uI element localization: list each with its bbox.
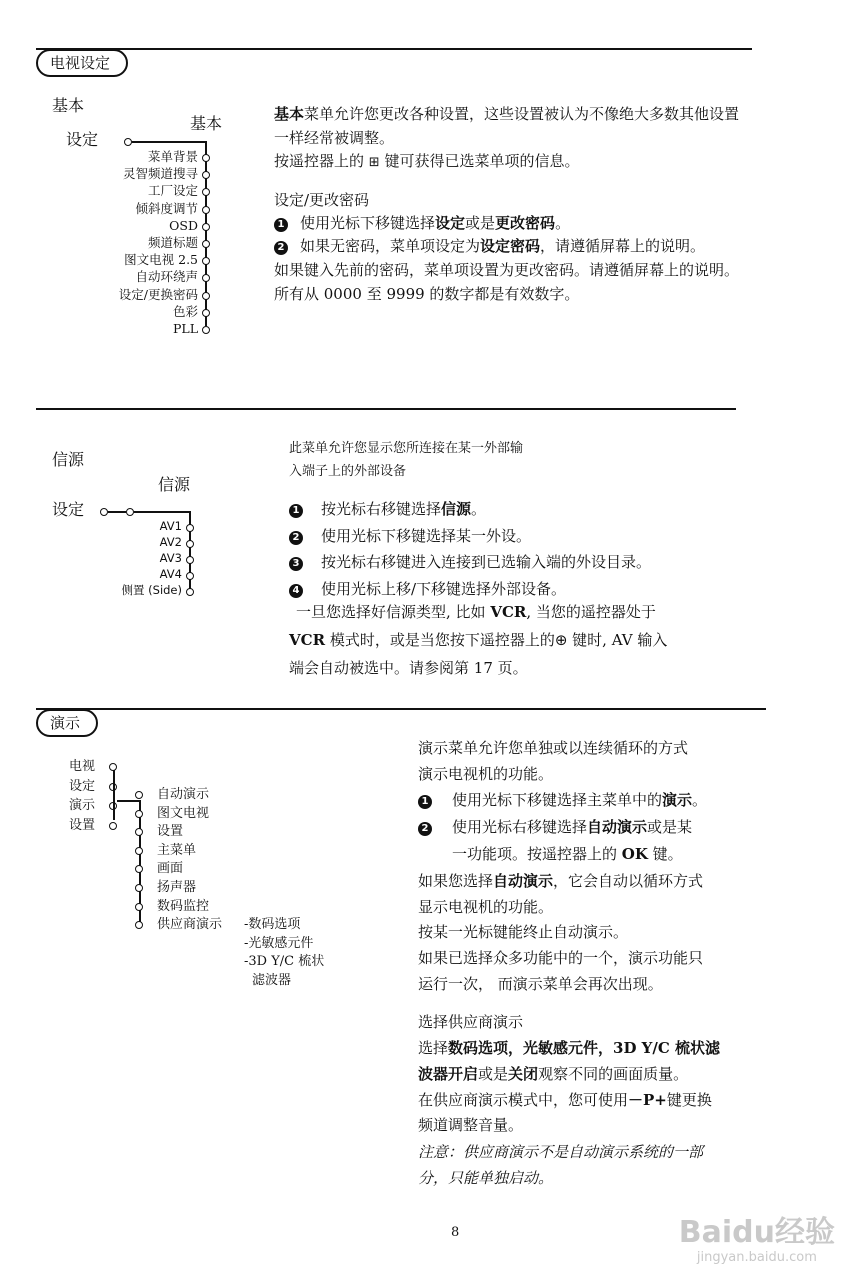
s3-step2-cont: 一功能项。按遥控器上的 xyxy=(452,845,622,863)
section2-top-rule xyxy=(36,408,736,410)
menu2-item-node xyxy=(186,572,194,580)
q1-kw: 数码选项，光敏感元件，3D Y/C 梳状滤 xyxy=(448,1039,721,1057)
section2-intro-line1: 此菜单允许您显示您所连接在某一外部输 xyxy=(289,441,524,456)
section3-q1 xyxy=(418,1036,720,1060)
section3-note-line2 xyxy=(418,1166,553,1190)
menu1-item: 设定/更换密码 xyxy=(118,286,198,302)
menu2-item-node xyxy=(186,540,194,548)
section3-step2 xyxy=(418,815,692,839)
menu3-item-node xyxy=(135,828,143,836)
menu3-item: 画面 xyxy=(157,861,184,877)
q3-pre: 在供应商演示模式中，您可使用 xyxy=(418,1091,629,1109)
menu2-item-node xyxy=(186,524,194,532)
info-key-icon: ⊞ xyxy=(368,155,380,170)
s3-step1-number-icon: 1 xyxy=(418,795,432,809)
section3-q2 xyxy=(418,1062,688,1086)
menu1-item-node xyxy=(202,171,210,179)
menu2-connector-b xyxy=(134,511,190,513)
s3-step2-mid: 或是某 xyxy=(647,818,693,836)
menu3-item: 图文电视 xyxy=(157,805,210,821)
menu2-item: AV2 xyxy=(159,535,182,549)
section3-top-rule xyxy=(36,708,766,710)
section3-q3 xyxy=(418,1088,712,1112)
menu3-item-node xyxy=(135,791,143,799)
menu3-item: 主菜单 xyxy=(157,842,197,858)
step1-end: 。 xyxy=(555,214,571,232)
para2-end: 键时, AV 输入 xyxy=(567,631,668,649)
step-number-icon: 1 xyxy=(289,504,303,518)
menu3-item: 自动演示 xyxy=(157,787,210,802)
s3-p1-post: ，它会自动以循环方式 xyxy=(553,872,704,890)
step1-mid: 或是 xyxy=(465,214,496,232)
section3-intro-line1: 演示菜单允许您单独或以连续循环的方式 xyxy=(418,739,689,757)
section1-para1-line2: 一样经常被调整。 xyxy=(274,129,395,147)
section2-para-line1 xyxy=(296,600,656,624)
menu2-connector-a xyxy=(108,511,126,513)
step1-kw1: 设定 xyxy=(435,214,466,232)
s3-step1-end: 。 xyxy=(692,791,708,809)
section2-step xyxy=(289,577,566,601)
section3-p1-line1 xyxy=(418,869,703,893)
menu3-item-node xyxy=(135,810,143,818)
menu1-item-node xyxy=(202,206,210,214)
section2-step xyxy=(289,550,651,574)
menu1-item-node xyxy=(202,240,210,248)
menu2-item: AV3 xyxy=(159,551,182,565)
s3-p1-pre: 如果您选择 xyxy=(418,872,494,890)
menu1-item: 工厂设定 xyxy=(147,183,198,199)
menu1-item: PLL xyxy=(172,321,198,336)
menu1-item-node xyxy=(202,309,210,317)
section3-q4: 频道调整音量。 xyxy=(418,1116,524,1134)
section3-step1 xyxy=(418,788,707,812)
menu3-item: 扬声器 xyxy=(157,880,197,895)
vendor-demo-subheading: 选择供应商演示 xyxy=(418,1013,524,1031)
section1-heading: 基本 xyxy=(52,96,85,115)
menu3-item: 设置 xyxy=(157,824,184,840)
menu1-item: 菜单背景 xyxy=(147,149,198,164)
watermark-brand: Baidu经验 xyxy=(678,1215,835,1250)
section3-step2-line2 xyxy=(452,842,683,866)
section1-tab: 电视设定 xyxy=(36,49,128,77)
s3-step1-kw: 演示 xyxy=(662,791,693,809)
q2-kw1: 波器 xyxy=(418,1065,449,1083)
menu3-item-node xyxy=(135,884,143,892)
step-text-pre: 使用光标上移/下移键选择外部设备。 xyxy=(321,579,567,598)
menu1-connector xyxy=(132,141,206,143)
menu2-root-node xyxy=(100,508,108,516)
vcr-keyword-2: VCR xyxy=(289,631,326,649)
menu1-item: OSD xyxy=(169,217,198,233)
section3-tab: 演示 xyxy=(36,709,98,737)
q2-kw3: 关闭 xyxy=(508,1065,539,1083)
menu1-root-node xyxy=(124,138,132,146)
step-text-bold: 信源 xyxy=(441,500,472,518)
menu2-title: 信源 xyxy=(158,475,191,494)
menu1-item: 色彩 xyxy=(172,303,198,319)
s3-step1-pre: 使用光标下移键选择主菜单中的 xyxy=(452,791,663,809)
step2-number-icon: 2 xyxy=(274,241,288,255)
q2-kw2: 开启 xyxy=(448,1065,479,1083)
section1-line3: 如果键入先前的密码，菜单项设置为更改密码。请遵循屏幕上的说明。 xyxy=(274,261,740,279)
menu2-item: AV1 xyxy=(159,519,182,533)
menu1-item-node xyxy=(202,223,210,231)
vcr-keyword: VCR xyxy=(490,603,527,621)
basic-keyword: 基本 xyxy=(274,105,305,123)
menu1-item-node xyxy=(202,292,210,300)
para1-text: 菜单允许您更改各种设置，这些设置被认为不像绝大多数其他设置 xyxy=(304,105,740,123)
step-text-pre: 按光标右移键选择 xyxy=(321,500,442,518)
section2-intro-line2: 入端子上的外部设备 xyxy=(289,464,407,479)
section1-para2 xyxy=(274,149,580,175)
q2-end: 观察不同的画面质量。 xyxy=(538,1065,689,1083)
menu1-left-label: 设定 xyxy=(66,130,99,149)
section2-step xyxy=(289,497,486,521)
note-text-1: 注意：供应商演示不是自动演示系统的一部 xyxy=(418,1143,704,1161)
section3-intro-line2: 演示电视机的功能。 xyxy=(418,765,554,783)
para2-mid: 模式时，或是当您按下遥控器上的 xyxy=(325,631,555,649)
section1-top-rule xyxy=(36,48,752,50)
menu1-item-node xyxy=(202,154,210,162)
menu3-left-item: 设置 xyxy=(69,817,96,833)
s3-step2-end: 键。 xyxy=(647,845,683,863)
section3-p2: 按某一光标键能终止自动演示。 xyxy=(418,923,629,941)
section3-note-line1 xyxy=(418,1140,703,1164)
section1-line4: 所有从 0000 至 9999 的数字都是有效数字。 xyxy=(274,285,580,303)
menu2-mid-node xyxy=(126,508,134,516)
step-number-icon: 4 xyxy=(289,584,303,598)
menu3-left-item: 电视 xyxy=(69,759,96,774)
p-plus-keyword: －P+ xyxy=(628,1091,667,1109)
section3-p3-line1: 如果已选择众多功能中的一个，演示功能只 xyxy=(418,949,704,967)
step-number-icon: 2 xyxy=(289,531,303,545)
q2-mid: 或是 xyxy=(478,1065,509,1083)
menu3-connector xyxy=(117,800,139,802)
password-subheading: 设定/更改密码 xyxy=(274,191,370,209)
menu1-item-node xyxy=(202,257,210,265)
menu1-item: 频道标题 xyxy=(147,235,198,250)
menu3-sub-item: 滤波器 xyxy=(252,972,292,988)
menu1-item: 图文电视 2.5 xyxy=(124,252,198,268)
menu1-item-node xyxy=(202,188,210,196)
menu2-item: 侧置 (Side) xyxy=(121,583,182,597)
section3-p1-line2: 显示电视机的功能。 xyxy=(418,898,554,916)
para2-pre: 按遥控器上的 xyxy=(274,152,365,170)
step1-kw2: 更改密码 xyxy=(495,214,556,232)
menu3-left-item: 演示 xyxy=(69,798,96,813)
menu3-item-node xyxy=(135,921,143,929)
menu2-left-label: 设定 xyxy=(52,500,85,519)
menu3-item-node xyxy=(135,865,143,873)
menu3-sub-item: -光敏感元件 xyxy=(244,935,314,951)
menu1-title: 基本 xyxy=(190,114,223,133)
menu2-item-node xyxy=(186,588,194,596)
step2-kw: 设定密码 xyxy=(480,237,541,255)
menu1-item-node xyxy=(202,274,210,282)
section1-step1 xyxy=(274,211,570,235)
menu3-sub-item: -3D Y/C 梳状 xyxy=(244,954,325,969)
section3-p3-line2: 运行一次， 而演示菜单会再次出现。 xyxy=(418,975,663,993)
step2-post: ，请遵循屏幕上的说明。 xyxy=(540,237,706,255)
menu1-item-node xyxy=(202,326,210,334)
step2-pre: 如果无密码，菜单项设定为 xyxy=(300,237,481,255)
watermark-url: jingyan.baidu.com xyxy=(696,1250,817,1265)
menu3-item-node xyxy=(135,903,143,911)
step-text-pre: 使用光标下移键选择某一外设。 xyxy=(321,526,532,545)
section1-step2 xyxy=(274,234,705,258)
menu3-left-trunk xyxy=(113,770,115,820)
step-text-pre: 按光标右移键进入连接到已选输入端的外设目录。 xyxy=(321,553,652,571)
step1-pre: 使用光标下移键选择 xyxy=(300,214,436,232)
menu3-item-node xyxy=(135,847,143,855)
q3-end: 键更换 xyxy=(666,1091,712,1109)
s3-step2-kw: 自动演示 xyxy=(587,818,648,836)
menu3-left-node xyxy=(109,822,117,830)
step-text-post: 。 xyxy=(471,500,487,518)
step-number-icon: 3 xyxy=(289,557,303,571)
section2-step xyxy=(289,524,531,548)
menu3-item: 供应商演示 xyxy=(157,917,223,933)
section2-para-line3: 端会自动被选中。请参阅第 17 页。 xyxy=(289,659,528,677)
menu3-sub-item: -数码选项 xyxy=(244,917,301,932)
menu1-item: 灵智频道搜寻 xyxy=(122,166,198,182)
menu2-item: AV4 xyxy=(159,567,182,581)
auto-demo-keyword: 自动演示 xyxy=(493,872,554,890)
step1-number-icon: 1 xyxy=(274,218,288,232)
s3-step2-number-icon: 2 xyxy=(418,822,432,836)
para-pre: 一旦您选择好信源类型, 比如 xyxy=(296,603,491,621)
menu1-item: 倾斜度调节 xyxy=(135,200,198,216)
section2-para-line2 xyxy=(289,628,667,652)
menu3-item: 数码监控 xyxy=(157,898,210,914)
menu2-item-node xyxy=(186,556,194,564)
ok-keyword: OK xyxy=(621,845,648,863)
menu1-item: 自动环绕声 xyxy=(135,269,198,285)
para2-post: 键可获得已选菜单项的信息。 xyxy=(384,152,580,170)
para-post: , 当您的遥控器处于 xyxy=(526,603,656,621)
menu3-left-item: 设定 xyxy=(69,778,96,794)
section2-heading: 信源 xyxy=(52,450,85,469)
section1-para1-line1 xyxy=(274,102,739,126)
page-number: 8 xyxy=(451,1225,460,1240)
baidu-watermark xyxy=(679,1216,835,1266)
note-text-2: 分，只能单独启动。 xyxy=(418,1169,554,1187)
av-key-icon: ⊕ xyxy=(554,631,568,649)
s3-step2-pre: 使用光标右移键选择 xyxy=(452,818,588,836)
q1-pre: 选择 xyxy=(418,1039,449,1057)
